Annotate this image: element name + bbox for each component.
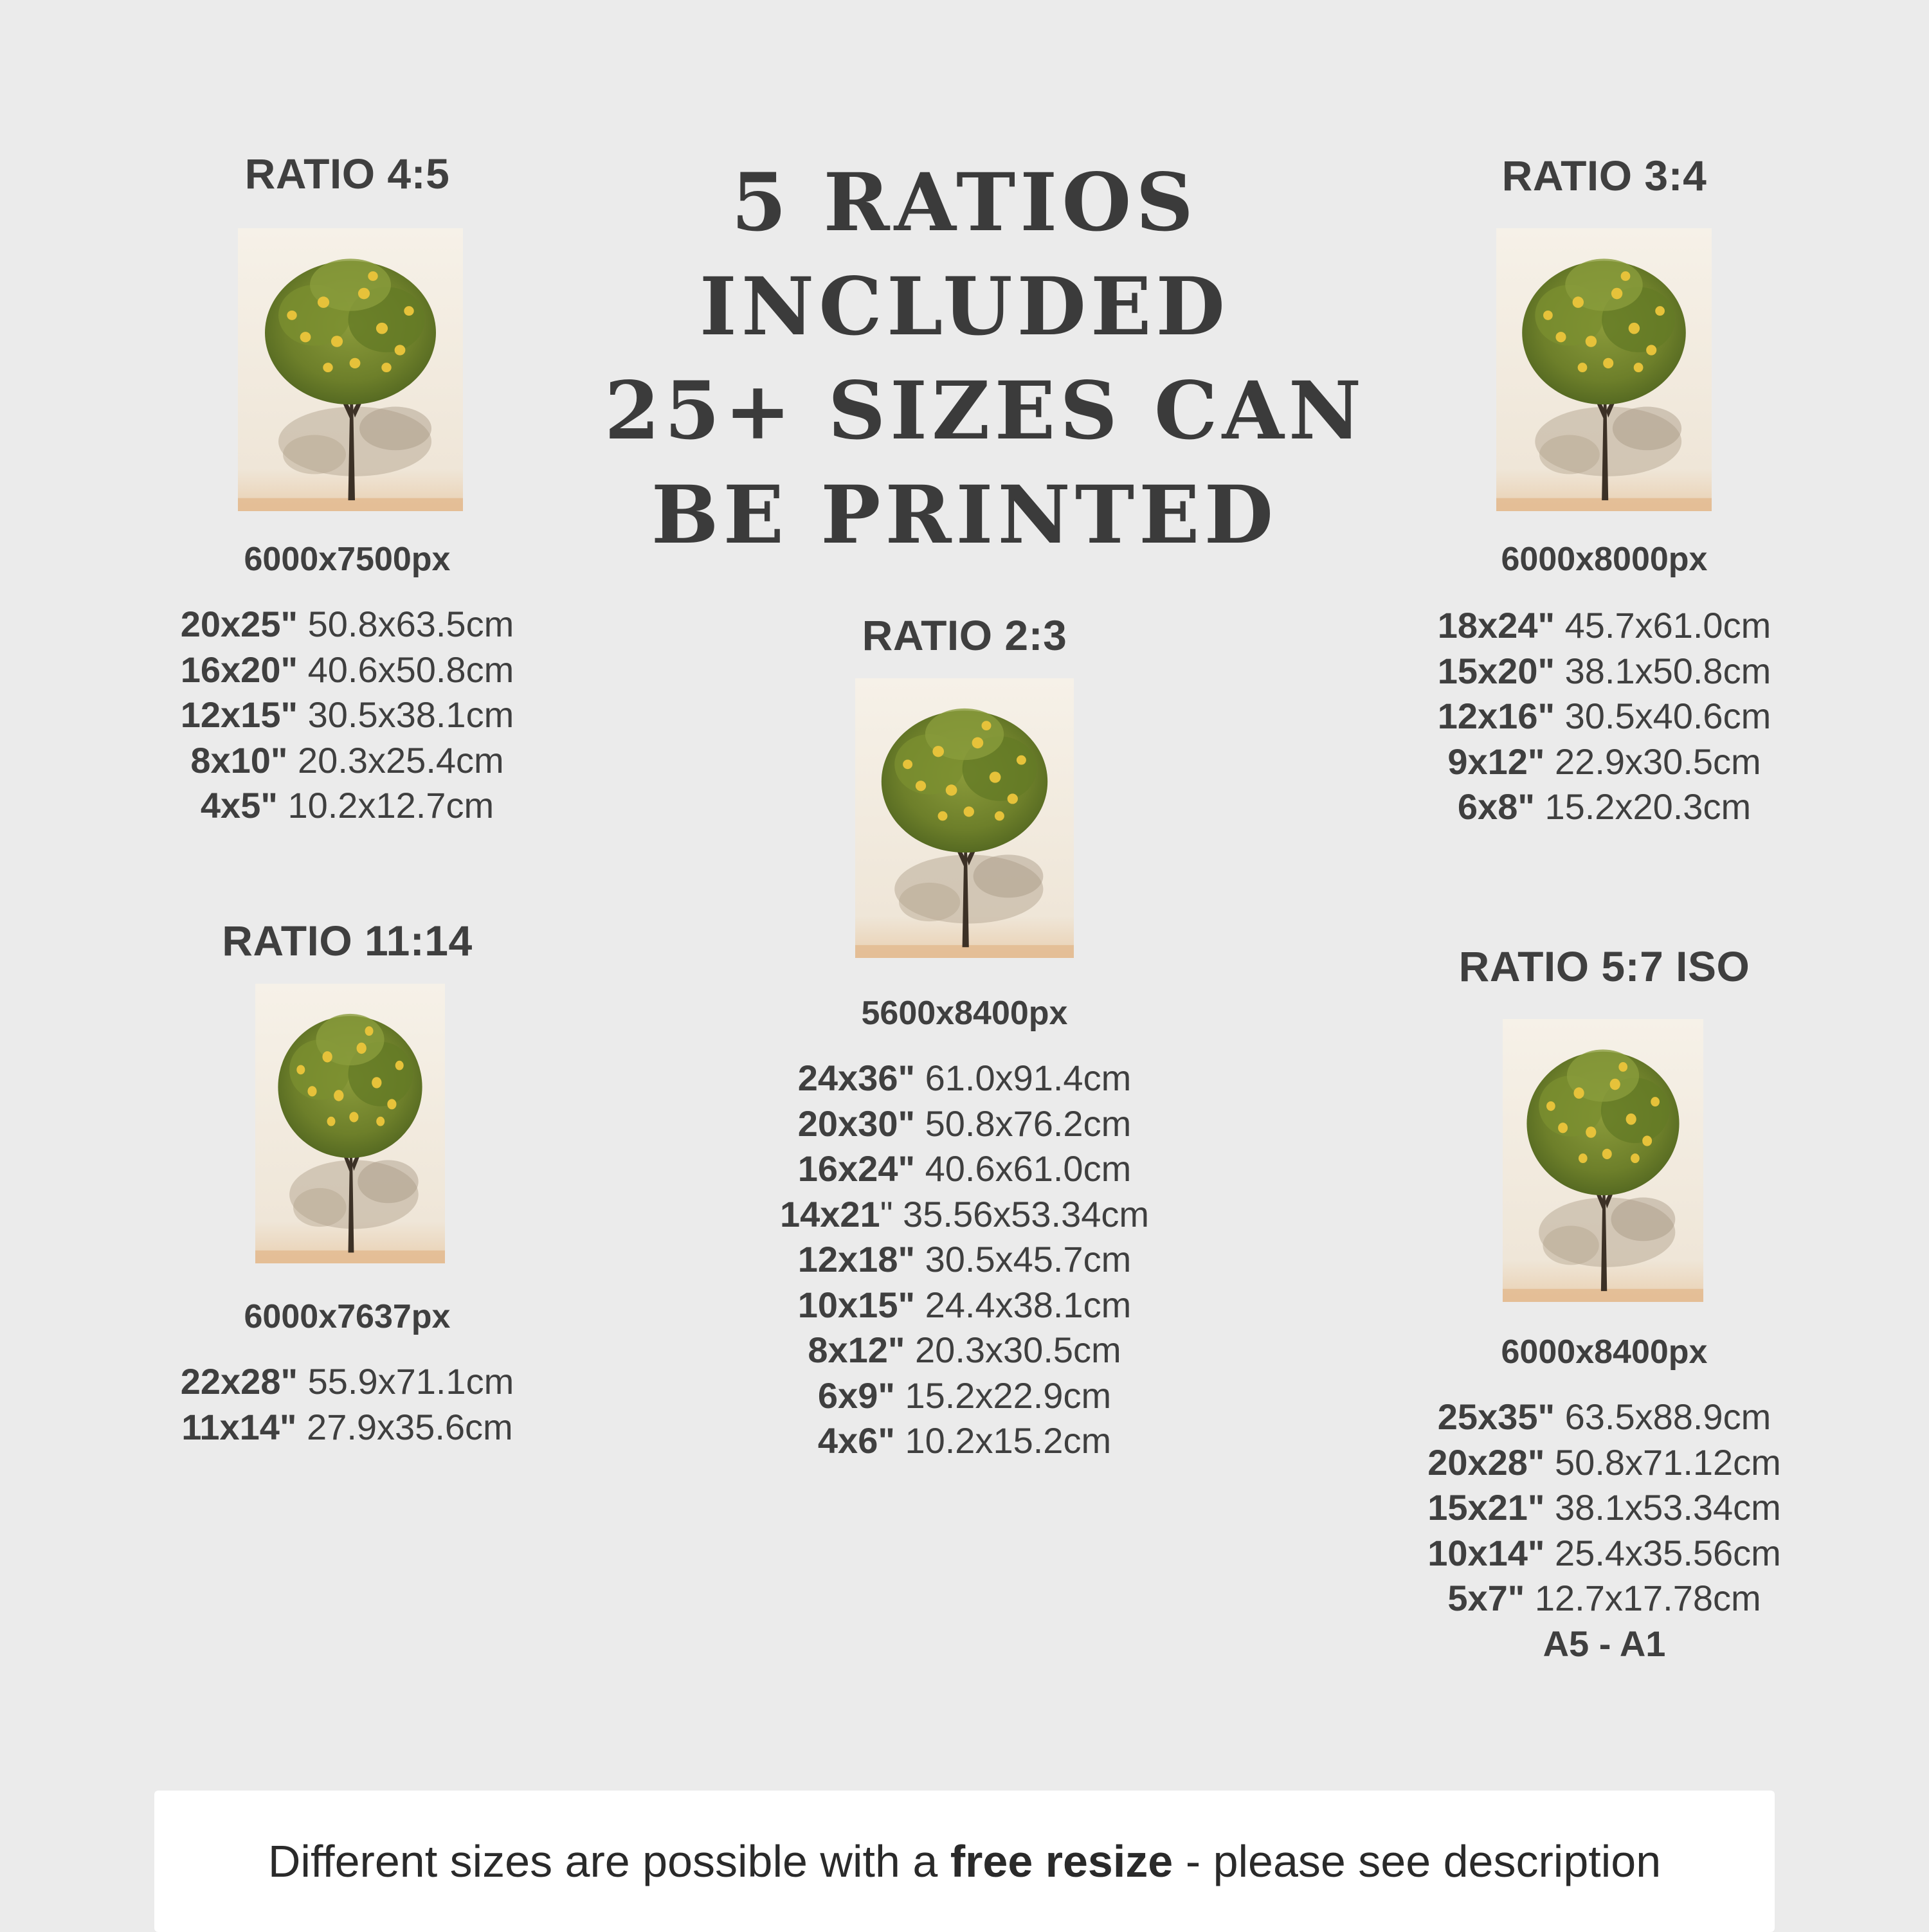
size-row: 12x18" 30.5x45.7cm bbox=[797, 1239, 1132, 1279]
headline bbox=[604, 151, 1366, 568]
size-row: 14x21" 35.56x53.34cm bbox=[779, 1193, 1150, 1234]
tree-thumbnail bbox=[255, 984, 445, 1263]
ratio-title: RATIO 11:14 bbox=[222, 917, 473, 964]
tree-thumbnail bbox=[1496, 228, 1712, 511]
ratio-2-3-block bbox=[720, 611, 1209, 659]
ratio-5-7-iso-block bbox=[1360, 945, 1849, 988]
headline-line: INCLUDED bbox=[699, 260, 1230, 354]
ratio-5-7-iso-details bbox=[1360, 1335, 1849, 1666]
ratio-title: RATIO 4:5 bbox=[244, 150, 450, 197]
ratio-3-4-block bbox=[1360, 154, 1849, 197]
pixel-dimensions: 6000x7500px bbox=[244, 541, 451, 578]
headline-line: 25+ SIZES CAN bbox=[604, 365, 1366, 458]
size-row: 6x8" 15.2x20.3cm bbox=[1457, 786, 1752, 827]
size-row: 5x7" 12.7x17.78cm bbox=[1447, 1578, 1761, 1618]
size-row: 20x28" 50.8x71.12cm bbox=[1427, 1441, 1781, 1483]
pixel-dimensions: 6000x8000px bbox=[1501, 541, 1708, 578]
ratio-title: RATIO 3:4 bbox=[1501, 152, 1707, 199]
size-row: 9x12" 22.9x30.5cm bbox=[1447, 741, 1761, 782]
ratio-title: RATIO 5:7 ISO bbox=[1458, 943, 1750, 990]
pixel-dimensions: 5600x8400px bbox=[861, 995, 1068, 1032]
ratio-3-4-details bbox=[1360, 543, 1849, 830]
size-list bbox=[1360, 603, 1849, 830]
size-row: 6x9" 15.2x22.9cm bbox=[817, 1375, 1112, 1416]
footer-banner bbox=[154, 1791, 1775, 1932]
tree-thumbnail bbox=[238, 228, 463, 511]
footer-text-end: - please see description bbox=[1185, 1836, 1662, 1886]
ratio-4-5-block bbox=[103, 152, 592, 195]
size-list bbox=[1360, 1395, 1849, 1666]
headline-line: BE PRINTED bbox=[651, 469, 1278, 562]
size-row: 10x14" 25.4x35.56cm bbox=[1427, 1532, 1781, 1573]
size-row: 22x28" 55.9x71.1cm bbox=[180, 1361, 514, 1402]
size-row: 20x30" 50.8x76.2cm bbox=[797, 1103, 1132, 1144]
size-row: 20x25" 50.8x63.5cm bbox=[180, 604, 514, 644]
ratio-2-3-details bbox=[720, 997, 1209, 1464]
size-row: 16x24" 40.6x61.0cm bbox=[797, 1148, 1132, 1189]
size-row: 15x21" 38.1x53.34cm bbox=[1427, 1487, 1781, 1528]
iso-sizes: A5 - A1 bbox=[1543, 1623, 1666, 1664]
tree-thumbnail bbox=[855, 678, 1074, 958]
pixel-dimensions: 6000x7637px bbox=[244, 1298, 451, 1335]
ratio-title: RATIO 2:3 bbox=[862, 611, 1067, 659]
tree-thumbnail bbox=[1503, 1019, 1703, 1302]
footer-emphasis: free resize bbox=[950, 1836, 1173, 1886]
size-row: 11x14" 27.9x35.6cm bbox=[181, 1406, 513, 1447]
ratio-11-14-block bbox=[103, 919, 592, 962]
size-row: 24x36" 61.0x91.4cm bbox=[797, 1058, 1132, 1098]
size-row: 16x20" 40.6x50.8cm bbox=[180, 649, 514, 690]
ratio-4-5-details bbox=[103, 543, 592, 829]
ratio-11-14-details bbox=[103, 1300, 592, 1450]
size-row: 25x35" 63.5x88.9cm bbox=[1437, 1396, 1771, 1437]
size-row: 8x12" 20.3x30.5cm bbox=[808, 1330, 1121, 1370]
headline-line: 5 RATIOS bbox=[731, 156, 1198, 249]
size-row: 4x5" 10.2x12.7cm bbox=[200, 785, 494, 826]
size-list bbox=[720, 1056, 1209, 1464]
size-row: 10x15" 24.4x38.1cm bbox=[797, 1284, 1132, 1325]
size-list bbox=[103, 1359, 592, 1450]
size-row: 12x15" 30.5x38.1cm bbox=[180, 694, 514, 735]
size-row: 18x24" 45.7x61.0cm bbox=[1437, 605, 1771, 646]
size-row: 15x20" 38.1x50.8cm bbox=[1437, 650, 1771, 691]
footer-text: Different sizes are possible with a bbox=[267, 1836, 938, 1886]
size-row: 8x10" 20.3x25.4cm bbox=[190, 739, 504, 781]
size-row: 4x6" 10.2x15.2cm bbox=[817, 1420, 1112, 1461]
size-list bbox=[103, 602, 592, 829]
pixel-dimensions: 6000x8400px bbox=[1501, 1333, 1708, 1371]
size-row: 12x16" 30.5x40.6cm bbox=[1437, 696, 1771, 736]
